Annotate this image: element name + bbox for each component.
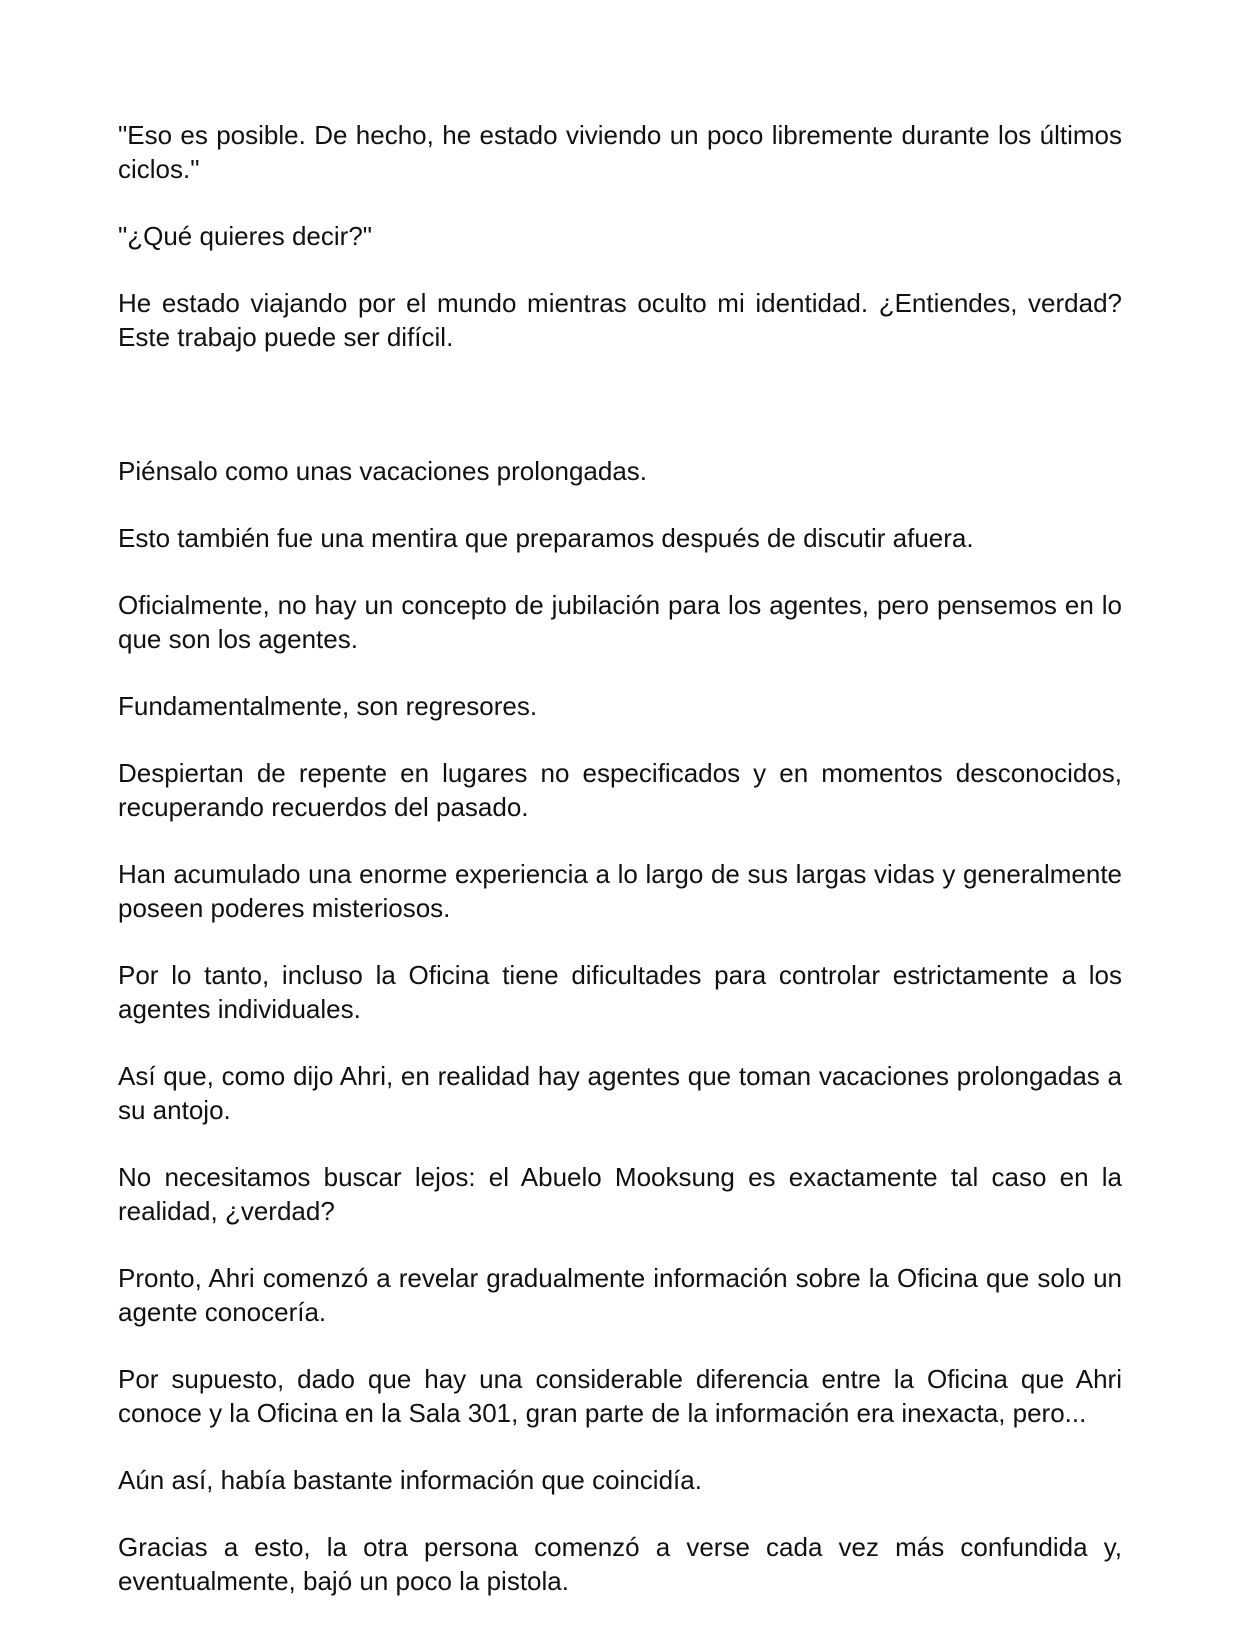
paragraph: Pronto, Ahri comenzó a revelar gradualmente información sobre la Oficina que solo un agente conocería. [118,1263,1122,1327]
paragraph: Por lo tanto, incluso la Oficina tiene dificultades para controlar estrictamente a los agentes individuales. [118,960,1122,1024]
paragraph: No necesitamos buscar lejos: el Abuelo Mooksung es exactamente tal caso en la realidad, ¿verdad? [118,1162,1122,1226]
paragraph: He estado viajando por el mundo mientras oculto mi identidad. ¿Entiendes, verdad? Este trabajo puede ser difícil. [118,288,1122,352]
paragraph: "Eso es posible. De hecho, he estado viviendo un poco libremente durante los últimos ciclos." [118,120,1122,184]
paragraph: Por supuesto, dado que hay una considerable diferencia entre la Oficina que Ahri conoce y la Oficina en la Sala 301, gran parte de la información era inexacta, pero... [118,1364,1122,1428]
paragraph: Aún así, había bastante información que coincidía. [118,1465,702,1495]
paragraph: Despiertan de repente en lugares no especificados y en momentos desconocidos, recuperando recuerdos del pasado. [118,758,1122,822]
paragraph: Han acumulado una enorme experiencia a lo largo de sus largas vidas y generalmente poseen poderes misteriosos. [118,859,1122,923]
paragraph: Piénsalo como unas vacaciones prolongadas. [118,456,648,486]
paragraph: Oficialmente, no hay un concepto de jubilación para los agentes, pero pensemos en lo que son los agentes. [118,590,1122,654]
paragraph: Gracias a esto, la otra persona comenzó a verse cada vez más confundida y, eventualmente, bajó un poco la pistola. [118,1532,1122,1596]
paragraph: Esto también fue una mentira que preparamos después de discutir afuera. [118,523,974,553]
paragraph: Fundamentalmente, son regresores. [118,691,538,721]
paragraph: Así que, como dijo Ahri, en realidad hay agentes que toman vacaciones prolongadas a su antojo. [118,1061,1122,1125]
document-page [118,118,1122,1631]
paragraph: "¿Qué quieres decir?" [118,221,373,251]
